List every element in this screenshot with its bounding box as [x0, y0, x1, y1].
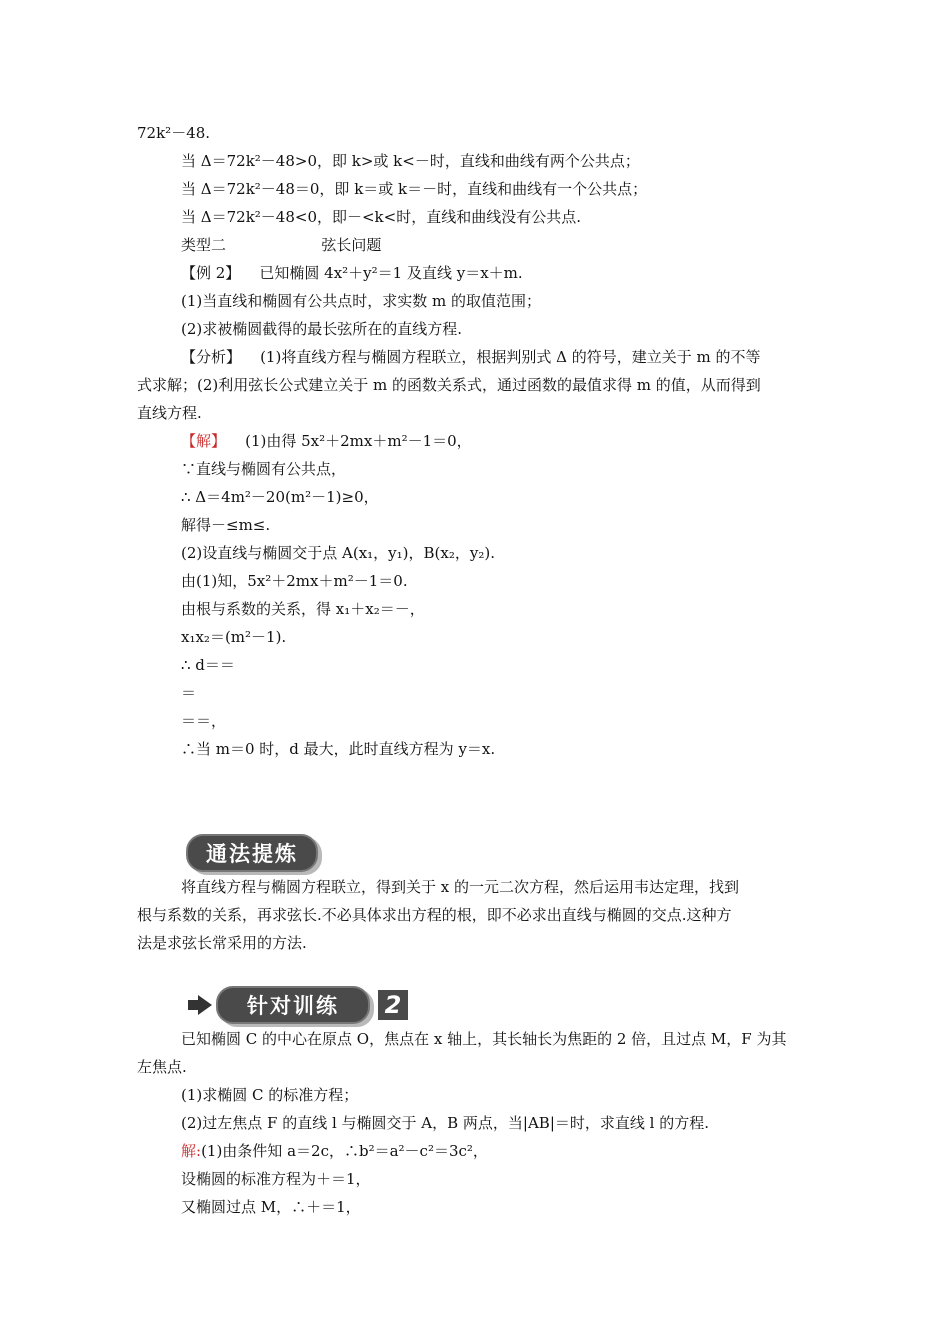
text-line: x₁x₂＝(m²－1).	[181, 628, 287, 646]
solution-text: (1)由得 5x²＋2mx＋m²－1＝0，	[226, 432, 472, 450]
practice-badge	[198, 986, 408, 1024]
text-line: 解得－≤m≤.	[181, 516, 271, 534]
method-badge-label: 通法提炼	[186, 834, 318, 872]
arrow-icon	[198, 995, 212, 1015]
text-line: 直线方程.	[137, 404, 202, 422]
text-line: ∴ d＝＝	[181, 656, 235, 674]
text-line: 72k²－48.	[137, 124, 211, 142]
text-line: 当 Δ＝72k²－48＝0，即 k＝或 k＝－时，直线和曲线有一个公共点；	[181, 180, 648, 198]
analysis-line: 【分析】 (1)将直线方程与椭圆方程联立，根据判别式 Δ 的符号，建立关于 m 的不等	[181, 348, 761, 366]
practice-badge-label: 针对训练	[216, 986, 370, 1024]
text-line: (2)设直线与椭圆交于点 A(x₁，y₁)，B(x₂，y₂).	[181, 544, 495, 562]
answer-text: (1)由条件知 a＝2c，∴b²＝a²－c²＝3c²，	[201, 1142, 488, 1160]
solution-line	[181, 430, 472, 452]
text-line: (1)当直线和椭圆有公共点时，求实数 m 的取值范围；	[181, 292, 542, 310]
solution-label: 【解】	[181, 432, 227, 450]
example-title: 【例 2】 已知椭圆 4x²＋y²＝1 及直线 y＝x＋m.	[181, 264, 523, 282]
text-line: (2)过左焦点 F 的直线 l 与椭圆交于 A，B 两点，当|AB|＝时，求直线 l 的方程.	[181, 1114, 709, 1132]
answer-label: 解:	[181, 1142, 202, 1160]
text-line: 法是求弦长常采用的方法.	[137, 934, 307, 952]
text-line: 当 Δ＝72k²－48>0，即 k>或 k<－时，直线和曲线有两个公共点；	[181, 152, 640, 170]
text-line: ＝	[181, 684, 197, 702]
text-line: ∴当 m＝0 时，d 最大，此时直线方程为 y＝x.	[181, 740, 496, 758]
method-badge	[186, 834, 318, 872]
text-line: 式求解；(2)利用弦长公式建立关于 m 的函数关系式，通过函数的最值求得 m 的值，从而得到	[137, 376, 761, 394]
text-line: ∴ Δ＝4m²－20(m²－1)≥0，	[181, 488, 379, 506]
section-heading: 类型二 弦长问题	[181, 236, 382, 254]
text-line: 又椭圆过点 M，∴＋＝1，	[181, 1198, 361, 1216]
text-line: 根与系数的关系，再求弦长.不必具体求出方程的根，即不必求出直线与椭圆的交点.这种方	[137, 906, 732, 924]
practice-number: 2	[378, 990, 408, 1020]
text-line: 已知椭圆 C 的中心在原点 O，焦点在 x 轴上，其长轴长为焦距的 2 倍，且过点 M，F 为其	[181, 1030, 787, 1048]
text-line: ∵直线与椭圆有公共点，	[181, 460, 347, 478]
text-line: (1)求椭圆 C 的标准方程；	[181, 1086, 359, 1104]
text-line: 设椭圆的标准方程为＋＝1，	[181, 1170, 371, 1188]
text-line: 当 Δ＝72k²－48<0，即－<k<时，直线和曲线没有公共点.	[181, 208, 581, 226]
text-line: 由根与系数的关系，得 x₁＋x₂＝－，	[181, 600, 425, 618]
text-line: 将直线方程与椭圆方程联立，得到关于 x 的一元二次方程，然后运用韦达定理，找到	[181, 878, 739, 896]
text-line: (2)求被椭圆截得的最长弦所在的直线方程.	[181, 320, 463, 338]
text-line: 由(1)知，5x²＋2mx＋m²－1＝0.	[181, 572, 408, 590]
answer-line	[181, 1140, 488, 1162]
text-line: ＝＝，	[181, 712, 227, 730]
text-line: 左焦点.	[137, 1058, 187, 1076]
